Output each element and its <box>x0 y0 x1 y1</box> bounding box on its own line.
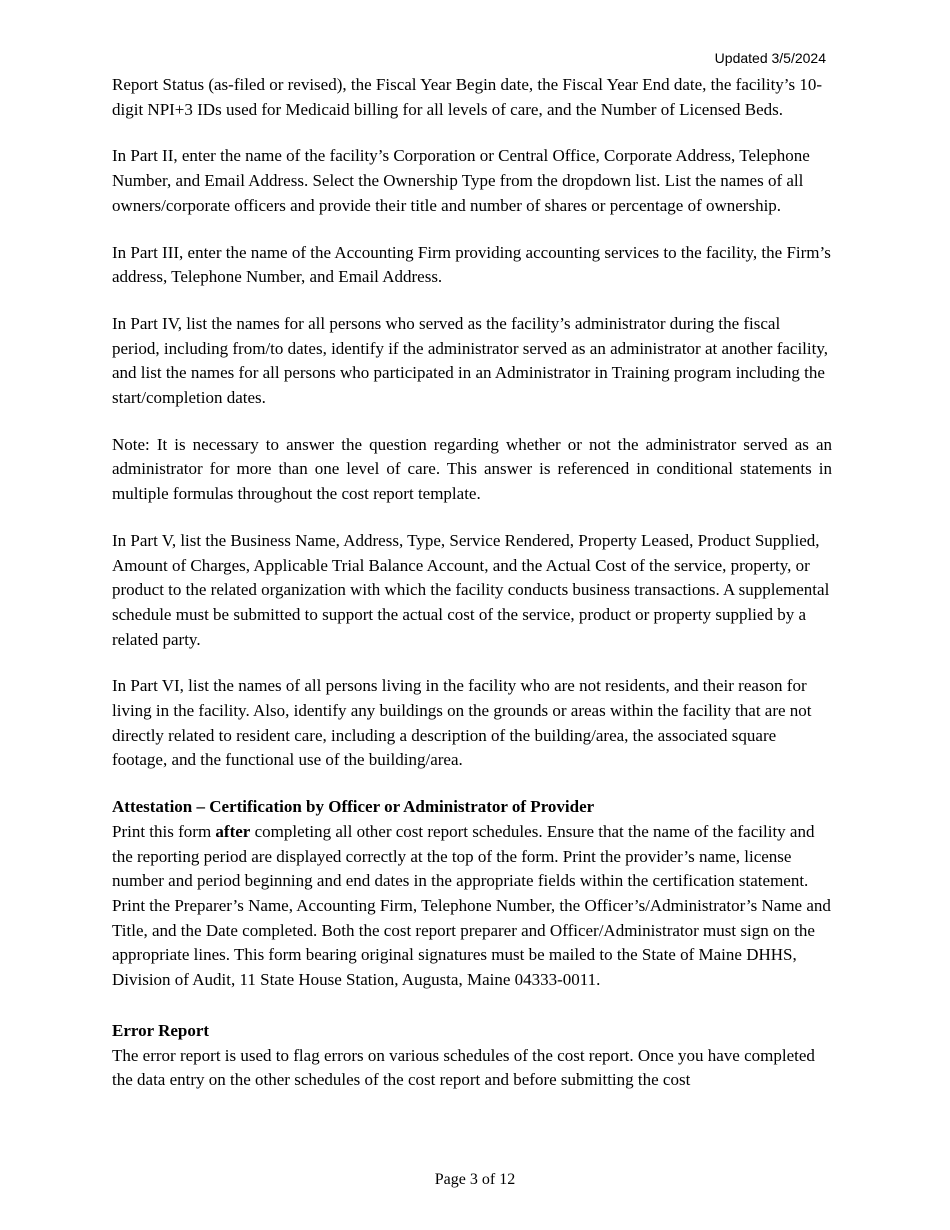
attestation-heading: Attestation – Certification by Officer or Administrator of Provider <box>112 797 595 817</box>
attestation-body <box>112 820 832 993</box>
paragraph-part-vi: In Part VI, list the names of all persons living in the facility who are not residents, and their reason for living in the facility. Also, identify any buildings on the grounds or areas within the facility that are not directly related to resident care, including a description of the building/area, the associated square footage, and the functional use of the building/area. <box>112 676 812 770</box>
error-report-heading: Error Report <box>112 1020 210 1040</box>
document-body <box>112 73 832 1093</box>
paragraph-part-iii: In Part III, enter the name of the Accounting Firm providing accounting services to the facility, the Firm’s address, Telephone Number, and Email Address. <box>112 242 831 287</box>
error-report-body: The error report is used to flag errors on various schedules of the cost report. Once you have completed the data entry on the other schedules of the cost report and before submitting the cost <box>112 1045 815 1090</box>
paragraph-part-v: In Part V, list the Business Name, Address, Type, Service Rendered, Property Leased, Product Supplied, Amount of Charges, Applicable Trial Balance Account, and the Actual Cost of the service, property, or product to the related organization with which the facility conducts business transactions. A supplemental schedule must be submitted to support the actual cost of the service, product or property supplied by a related party. <box>112 530 830 649</box>
updated-date: Updated 3/5/2024 <box>714 50 826 66</box>
page-number: Page 3 of 12 <box>434 1171 516 1188</box>
attestation-body-emphasis: after <box>215 821 251 841</box>
attestation-body-post: completing all other cost report schedules. Ensure that the name of the facility and the reporting period are displayed correctly at the top of the form. Print the provider’s name, license number and period beginning and end dates in the appropriate fields within the certification statement. Print the Preparer’s Name, Accounting Firm, Telephone Number, the Officer’s/Administrator’s Name and Title, and the Date completed. Both the cost report preparer and Officer/Administrator must sign on the appropriate lines. This form bearing original signatures must be mailed to the State of Maine DHHS, Division of Audit, 11 State House Station, Augusta, Maine 04333-0011. <box>112 821 831 990</box>
paragraph-report-status: Report Status (as-filed or revised), the Fiscal Year Begin date, the Fiscal Year End date, the facility’s 10-digit NPI+3 IDs used for Medicaid billing for all levels of care, and the Number of Licensed Beds. <box>112 75 823 119</box>
attestation-body-pre: Print this form <box>112 821 216 841</box>
paragraph-note: Note: It is necessary to answer the question regarding whether or not the administrator served as an administrator for more than one level of care. This answer is referenced in conditional statements in multiple formulas throughout the cost report template. <box>112 434 832 504</box>
paragraph-part-iv: In Part IV, list the names for all persons who served as the facility’s administrator during the fiscal period, including from/to dates, identify if the administrator served as an administrator at another facility, and list the names for all persons who participated in an Administrator in Training program including the start/completion dates. <box>112 313 828 408</box>
paragraph-part-ii: In Part II, enter the name of the facility’s Corporation or Central Office, Corporate Address, Telephone Number, and Email Address. Select the Ownership Type from the dropdown list. List the names of all owners/corporate officers and provide their title and number of shares or percentage of ownership. <box>112 146 810 215</box>
